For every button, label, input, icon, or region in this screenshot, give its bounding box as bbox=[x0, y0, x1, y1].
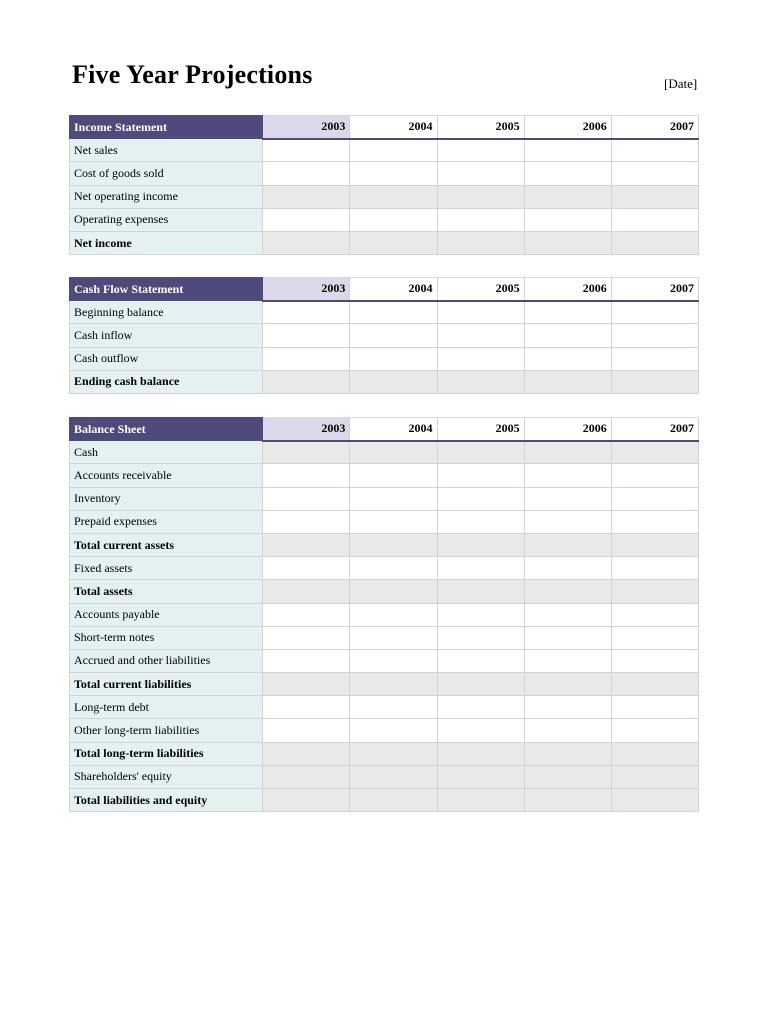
table-row bbox=[70, 580, 699, 603]
value-cell[interactable] bbox=[437, 347, 524, 370]
table-row bbox=[70, 603, 699, 626]
value-cell[interactable] bbox=[437, 139, 524, 162]
value-cell[interactable] bbox=[263, 742, 350, 765]
value-cell[interactable] bbox=[350, 324, 437, 347]
value-cell[interactable] bbox=[350, 649, 437, 672]
row-label: Ending cash balance bbox=[70, 370, 263, 393]
value-cell[interactable] bbox=[611, 765, 698, 788]
value-cell[interactable] bbox=[611, 533, 698, 556]
value-cell[interactable] bbox=[524, 208, 611, 231]
cash-flow-statement-table bbox=[69, 277, 699, 394]
value-cell[interactable] bbox=[350, 603, 437, 626]
table-row bbox=[70, 301, 699, 324]
year-header: 2003 bbox=[263, 278, 350, 301]
row-label: Net sales bbox=[70, 139, 263, 162]
value-cell[interactable] bbox=[350, 673, 437, 696]
table-row bbox=[70, 789, 699, 812]
value-cell[interactable] bbox=[611, 696, 698, 719]
row-label: Fixed assets bbox=[70, 557, 263, 580]
value-cell[interactable] bbox=[350, 789, 437, 812]
year-header: 2004 bbox=[350, 278, 437, 301]
table-row bbox=[70, 370, 699, 393]
value-cell[interactable] bbox=[350, 742, 437, 765]
year-header: 2006 bbox=[524, 418, 611, 441]
value-cell[interactable] bbox=[524, 510, 611, 533]
year-header: 2006 bbox=[524, 116, 611, 139]
value-cell[interactable] bbox=[437, 487, 524, 510]
value-cell[interactable] bbox=[524, 464, 611, 487]
year-header: 2006 bbox=[524, 278, 611, 301]
value-cell[interactable] bbox=[524, 696, 611, 719]
value-cell[interactable] bbox=[611, 464, 698, 487]
value-cell[interactable] bbox=[437, 301, 524, 324]
value-cell[interactable] bbox=[263, 696, 350, 719]
value-cell[interactable] bbox=[437, 370, 524, 393]
value-cell[interactable] bbox=[611, 162, 698, 185]
table-header-row bbox=[70, 418, 699, 441]
value-cell[interactable] bbox=[263, 208, 350, 231]
value-cell[interactable] bbox=[524, 347, 611, 370]
value-cell[interactable] bbox=[263, 789, 350, 812]
value-cell[interactable] bbox=[524, 533, 611, 556]
section-title: Income Statement bbox=[70, 116, 263, 139]
table-row bbox=[70, 696, 699, 719]
table-header-row bbox=[70, 116, 699, 139]
value-cell[interactable] bbox=[524, 231, 611, 254]
value-cell[interactable] bbox=[437, 441, 524, 464]
value-cell[interactable] bbox=[524, 626, 611, 649]
value-cell[interactable] bbox=[437, 162, 524, 185]
table-row bbox=[70, 557, 699, 580]
value-cell[interactable] bbox=[437, 580, 524, 603]
value-cell[interactable] bbox=[437, 649, 524, 672]
value-cell[interactable] bbox=[611, 580, 698, 603]
value-cell[interactable] bbox=[350, 208, 437, 231]
value-cell[interactable] bbox=[350, 626, 437, 649]
value-cell[interactable] bbox=[350, 765, 437, 788]
row-label: Operating expenses bbox=[70, 208, 263, 231]
table-row bbox=[70, 464, 699, 487]
year-header: 2005 bbox=[437, 418, 524, 441]
value-cell[interactable] bbox=[611, 370, 698, 393]
value-cell[interactable] bbox=[524, 370, 611, 393]
row-label: Beginning balance bbox=[70, 301, 263, 324]
value-cell[interactable] bbox=[263, 765, 350, 788]
table-row bbox=[70, 185, 699, 208]
table-row bbox=[70, 324, 699, 347]
row-label: Accounts payable bbox=[70, 603, 263, 626]
table-row bbox=[70, 510, 699, 533]
value-cell[interactable] bbox=[437, 719, 524, 742]
value-cell[interactable] bbox=[263, 139, 350, 162]
value-cell[interactable] bbox=[263, 626, 350, 649]
row-label: Long-term debt bbox=[70, 696, 263, 719]
row-label: Total assets bbox=[70, 580, 263, 603]
table-row bbox=[70, 649, 699, 672]
year-header: 2004 bbox=[350, 116, 437, 139]
value-cell[interactable] bbox=[524, 441, 611, 464]
row-label: Cost of goods sold bbox=[70, 162, 263, 185]
value-cell[interactable] bbox=[350, 719, 437, 742]
value-cell[interactable] bbox=[611, 324, 698, 347]
value-cell[interactable] bbox=[524, 649, 611, 672]
value-cell[interactable] bbox=[350, 557, 437, 580]
value-cell[interactable] bbox=[611, 231, 698, 254]
row-label: Short-term notes bbox=[70, 626, 263, 649]
year-header: 2004 bbox=[350, 418, 437, 441]
value-cell[interactable] bbox=[263, 370, 350, 393]
value-cell[interactable] bbox=[437, 765, 524, 788]
value-cell[interactable] bbox=[524, 162, 611, 185]
value-cell[interactable] bbox=[263, 441, 350, 464]
value-cell[interactable] bbox=[437, 324, 524, 347]
value-cell[interactable] bbox=[350, 162, 437, 185]
year-header: 2005 bbox=[437, 116, 524, 139]
value-cell[interactable] bbox=[437, 510, 524, 533]
value-cell[interactable] bbox=[350, 231, 437, 254]
value-cell[interactable] bbox=[263, 487, 350, 510]
row-label: Net income bbox=[70, 231, 263, 254]
value-cell[interactable] bbox=[611, 208, 698, 231]
value-cell[interactable] bbox=[611, 557, 698, 580]
table-row bbox=[70, 162, 699, 185]
table-row bbox=[70, 765, 699, 788]
table-row bbox=[70, 742, 699, 765]
row-label: Accounts receivable bbox=[70, 464, 263, 487]
row-label: Total current liabilities bbox=[70, 673, 263, 696]
row-label: Cash bbox=[70, 441, 263, 464]
value-cell[interactable] bbox=[350, 441, 437, 464]
section-title: Cash Flow Statement bbox=[70, 278, 263, 301]
table-row bbox=[70, 139, 699, 162]
value-cell[interactable] bbox=[350, 464, 437, 487]
value-cell[interactable] bbox=[350, 533, 437, 556]
row-label: Other long-term liabilities bbox=[70, 719, 263, 742]
value-cell[interactable] bbox=[524, 580, 611, 603]
value-cell[interactable] bbox=[263, 301, 350, 324]
row-label: Accrued and other liabilities bbox=[70, 649, 263, 672]
value-cell[interactable] bbox=[524, 487, 611, 510]
value-cell[interactable] bbox=[611, 510, 698, 533]
value-cell[interactable] bbox=[524, 603, 611, 626]
value-cell[interactable] bbox=[350, 301, 437, 324]
table-row bbox=[70, 347, 699, 370]
table-row bbox=[70, 719, 699, 742]
value-cell[interactable] bbox=[524, 765, 611, 788]
value-cell[interactable] bbox=[611, 649, 698, 672]
row-label: Net operating income bbox=[70, 185, 263, 208]
value-cell[interactable] bbox=[263, 324, 350, 347]
value-cell[interactable] bbox=[611, 185, 698, 208]
value-cell[interactable] bbox=[524, 185, 611, 208]
row-label: Total current assets bbox=[70, 533, 263, 556]
table-header-row bbox=[70, 278, 699, 301]
value-cell[interactable] bbox=[611, 139, 698, 162]
value-cell[interactable] bbox=[437, 789, 524, 812]
table-row bbox=[70, 441, 699, 464]
row-label: Total long-term liabilities bbox=[70, 742, 263, 765]
value-cell[interactable] bbox=[437, 208, 524, 231]
value-cell[interactable] bbox=[263, 580, 350, 603]
row-label: Inventory bbox=[70, 487, 263, 510]
value-cell[interactable] bbox=[350, 487, 437, 510]
value-cell[interactable] bbox=[611, 719, 698, 742]
section-title: Balance Sheet bbox=[70, 418, 263, 441]
year-header: 2003 bbox=[263, 116, 350, 139]
value-cell[interactable] bbox=[437, 231, 524, 254]
table-row bbox=[70, 487, 699, 510]
value-cell[interactable] bbox=[263, 719, 350, 742]
value-cell[interactable] bbox=[437, 742, 524, 765]
value-cell[interactable] bbox=[437, 626, 524, 649]
value-cell[interactable] bbox=[611, 603, 698, 626]
value-cell[interactable] bbox=[263, 603, 350, 626]
value-cell[interactable] bbox=[611, 789, 698, 812]
value-cell[interactable] bbox=[437, 464, 524, 487]
value-cell[interactable] bbox=[611, 742, 698, 765]
value-cell[interactable] bbox=[524, 719, 611, 742]
value-cell[interactable] bbox=[263, 347, 350, 370]
row-label: Prepaid expenses bbox=[70, 510, 263, 533]
year-header: 2003 bbox=[263, 418, 350, 441]
value-cell[interactable] bbox=[524, 742, 611, 765]
year-header: 2007 bbox=[611, 116, 698, 139]
value-cell[interactable] bbox=[524, 557, 611, 580]
table-row bbox=[70, 231, 699, 254]
value-cell[interactable] bbox=[350, 347, 437, 370]
table-row bbox=[70, 208, 699, 231]
value-cell[interactable] bbox=[263, 162, 350, 185]
value-cell[interactable] bbox=[263, 231, 350, 254]
value-cell[interactable] bbox=[263, 464, 350, 487]
value-cell[interactable] bbox=[524, 324, 611, 347]
value-cell[interactable] bbox=[437, 603, 524, 626]
value-cell[interactable] bbox=[263, 185, 350, 208]
year-header: 2007 bbox=[611, 418, 698, 441]
value-cell[interactable] bbox=[263, 533, 350, 556]
value-cell[interactable] bbox=[263, 557, 350, 580]
value-cell[interactable] bbox=[350, 185, 437, 208]
value-cell[interactable] bbox=[524, 789, 611, 812]
value-cell[interactable] bbox=[437, 673, 524, 696]
value-cell[interactable] bbox=[524, 301, 611, 324]
date-field[interactable]: [Date] bbox=[664, 76, 698, 91]
value-cell[interactable] bbox=[350, 580, 437, 603]
value-cell[interactable] bbox=[437, 557, 524, 580]
balance-sheet-table bbox=[69, 417, 699, 812]
year-header: 2005 bbox=[437, 278, 524, 301]
value-cell[interactable] bbox=[437, 696, 524, 719]
table-row bbox=[70, 533, 699, 556]
value-cell[interactable] bbox=[350, 370, 437, 393]
value-cell[interactable] bbox=[611, 487, 698, 510]
value-cell[interactable] bbox=[350, 510, 437, 533]
value-cell[interactable] bbox=[611, 626, 698, 649]
value-cell[interactable] bbox=[350, 696, 437, 719]
value-cell[interactable] bbox=[524, 673, 611, 696]
table-row bbox=[70, 673, 699, 696]
row-label: Shareholders' equity bbox=[70, 765, 263, 788]
page-title: Five Year Projections bbox=[72, 60, 313, 89]
row-label: Total liabilities and equity bbox=[70, 789, 263, 812]
value-cell[interactable] bbox=[611, 441, 698, 464]
row-label: Cash outflow bbox=[70, 347, 263, 370]
value-cell[interactable] bbox=[437, 533, 524, 556]
value-cell[interactable] bbox=[611, 301, 698, 324]
year-header: 2007 bbox=[611, 278, 698, 301]
value-cell[interactable] bbox=[263, 673, 350, 696]
value-cell[interactable] bbox=[263, 649, 350, 672]
value-cell[interactable] bbox=[611, 673, 698, 696]
income-statement-table bbox=[69, 115, 699, 255]
value-cell[interactable] bbox=[611, 347, 698, 370]
table-row bbox=[70, 626, 699, 649]
value-cell[interactable] bbox=[263, 510, 350, 533]
value-cell[interactable] bbox=[350, 139, 437, 162]
value-cell[interactable] bbox=[437, 185, 524, 208]
row-label: Cash inflow bbox=[70, 324, 263, 347]
value-cell[interactable] bbox=[524, 139, 611, 162]
